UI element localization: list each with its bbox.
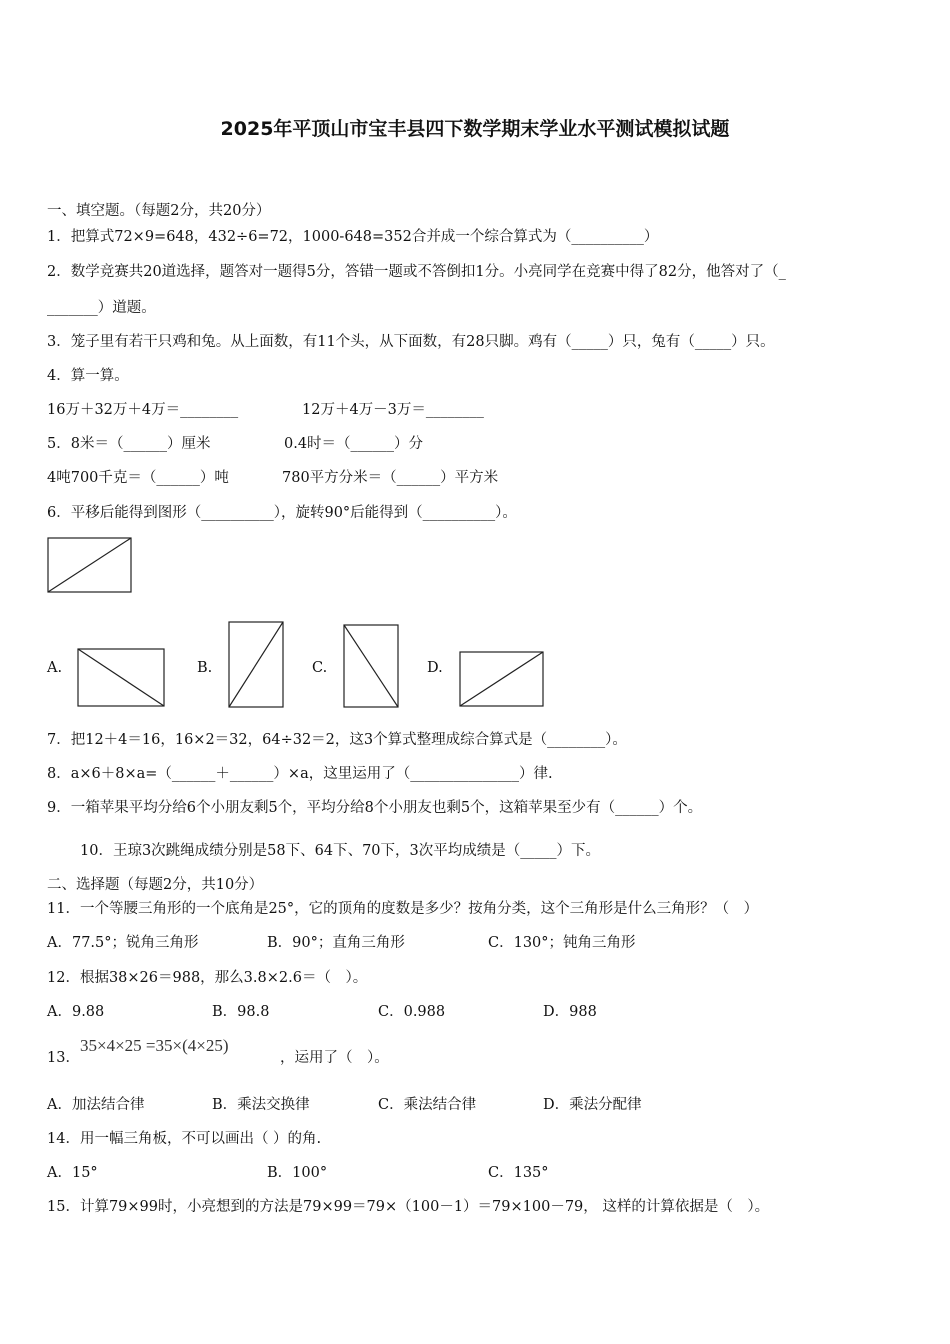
q13-option-c: C．乘法结合律: [378, 1097, 477, 1113]
q13-option-d: D．乘法分配律: [543, 1097, 642, 1113]
question-13-suffix: ，运用了（ ）。: [280, 1050, 389, 1066]
question-5d: 780平方分米＝（______）平方米: [282, 470, 499, 486]
question-10: 10．王琼3次跳绳成绩分别是58下、64下、70下，3次平均成绩是（_____）下。: [80, 843, 601, 859]
question-2-line1: 2．数学竞赛共20道选择，题答对一题得5分，答错一题或不答倒扣1分。小亮同学在竞赛中得了82分，他答对了（_: [47, 264, 786, 280]
q12-option-b: B．98.8: [212, 1004, 270, 1020]
q13-option-a: A．加法结合律: [47, 1097, 145, 1113]
section1-heading: 一、填空题。（每题2分，共20分）: [47, 203, 271, 219]
question-8: 8．a×6＋8×a=（______＋______）×a，这里运用了（_______________）律.: [47, 766, 553, 782]
q6-option-b-figure: [228, 621, 285, 709]
q12-option-c: C．0.988: [378, 1004, 446, 1020]
q6-option-d-label: D.: [427, 660, 443, 676]
q6-option-c-label: C.: [312, 660, 328, 676]
section2-heading: 二、选择题（每题2分，共10分）: [47, 877, 264, 893]
question-3: 3．笼子里有若干只鸡和兔。从上面数，有11个头，从下面数，有28只脚。鸡有（_____）只，兔有（_____）只。: [47, 334, 775, 350]
question-6: 6．平移后能得到图形（__________），旋转90°后能得到（__________）。: [47, 505, 517, 521]
q6-option-d-figure: [459, 651, 545, 708]
q6-option-b-label: B.: [197, 660, 213, 676]
q13-option-b: B．乘法交换律: [212, 1097, 310, 1113]
q6-original-figure: [47, 537, 133, 593]
question-7: 7．把12＋4＝16，16×2＝32，64÷32＝2，这3个算式整理成综合算式是（________）。: [47, 732, 627, 748]
q11-option-a: A．77.5°；锐角三角形: [47, 935, 199, 951]
q6-option-c-figure: [343, 624, 400, 709]
question-5b: 0.4时＝（______）分: [284, 436, 424, 452]
q11-option-c: C．130°；钝角三角形: [488, 935, 636, 951]
question-5c: 4吨700千克＝（______）吨: [47, 470, 229, 486]
q6-option-a-label: A.: [47, 660, 63, 676]
page-title: 2025年平顶山市宝丰县四下数学期末学业水平测试模拟试题: [220, 118, 730, 140]
question-4b: 12万＋4万－3万＝________: [302, 402, 484, 418]
question-15: 15．计算79×99时，小亮想到的方法是79×99＝79×（100－1）＝79×100－79， 这样的计算依据是（ ）。: [47, 1199, 770, 1215]
q12-option-a: A．9.88: [47, 1004, 105, 1020]
question-4: 4．算一算。: [47, 368, 129, 384]
q14-option-b: B．100°: [267, 1165, 328, 1181]
q14-option-c: C．135°: [488, 1165, 549, 1181]
question-5a: 5．8米＝（______）厘米: [47, 436, 211, 452]
question-2-line2: _______）道题。: [47, 300, 156, 316]
question-11: 11．一个等腰三角形的一个底角是25°，它的顶角的度数是多少？按角分类，这个三角形是什么三角形？（ ）: [47, 901, 759, 917]
q11-option-b: B．90°；直角三角形: [267, 935, 405, 951]
q6-option-a-figure: [77, 648, 166, 708]
question-14: 14．用一幅三角板，不可以画出（ ）的角.: [47, 1131, 322, 1147]
q12-option-d: D．988: [543, 1004, 597, 1020]
question-12: 12．根据38×26＝988，那么3.8×2.6＝（ ）。: [47, 970, 368, 986]
question-9: 9．一箱苹果平均分给6个小朋友剩5个，平均分给8个小朋友也剩5个，这箱苹果至少有（______）个。: [47, 800, 703, 816]
question-4a: 16万＋32万＋4万＝________: [47, 402, 239, 418]
question-1: 1．把算式72×9=648，432÷6=72，1000-648=352合并成一个综合算式为（__________）: [47, 229, 659, 245]
q14-option-a: A．15°: [47, 1165, 98, 1181]
question-13-formula: 35×4×25 =35×(4×25): [80, 1036, 229, 1055]
question-13-prefix: 13．: [47, 1050, 80, 1066]
